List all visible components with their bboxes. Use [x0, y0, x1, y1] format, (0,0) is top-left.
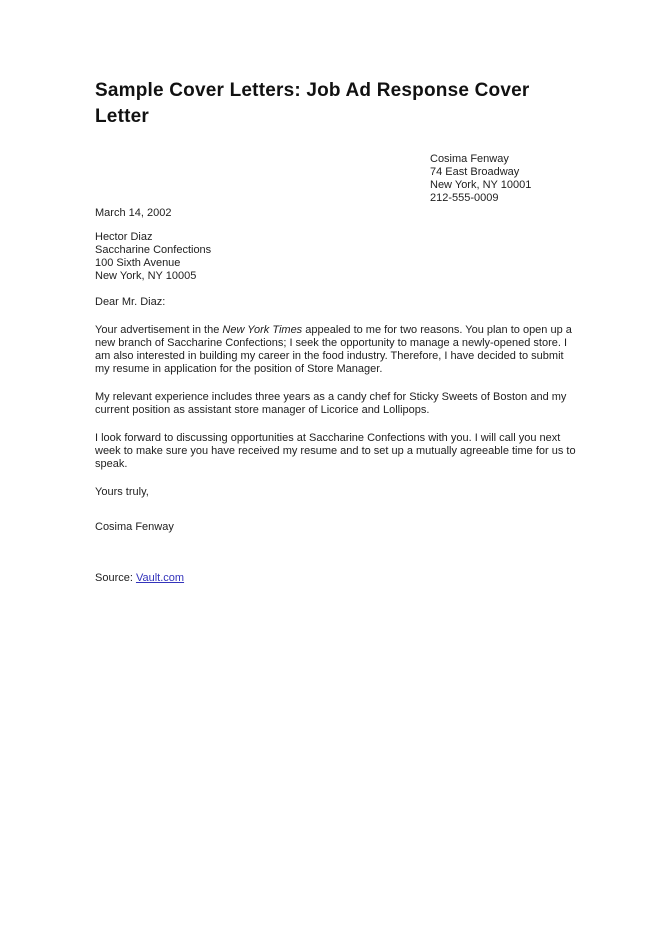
paragraph-1-text-start: Your advertisement in the	[95, 324, 223, 336]
salutation: Dear Mr. Diaz:	[95, 296, 166, 308]
recipient-address-block	[95, 231, 577, 283]
source-label: Source:	[95, 572, 136, 584]
sender-address-line2: New York, NY 10001	[430, 179, 532, 191]
source-link[interactable]: Vault.com	[135, 572, 185, 584]
recipient-company: Saccharine Confections	[95, 244, 212, 256]
sender-address-line1: 74 East Broadway	[430, 166, 520, 178]
sender-address-block	[430, 153, 577, 205]
letter-date: March 14, 2002	[95, 207, 172, 219]
sender-phone: 212-555-0009	[430, 192, 499, 204]
letter-content	[95, 0, 577, 585]
body-paragraph-3: I look forward to discussing opportunities at Saccharine Confections with you. I will call you next week to make sure you have received my resume and to set up a mutually agreeable time for us to speak.	[95, 432, 576, 470]
body-paragraph-2: My relevant experience includes three years as a candy chef for Sticky Sweets of Boston and my current position as assistant store manager of Licorice and Lollipops.	[95, 391, 567, 416]
recipient-name: Hector Diaz	[95, 231, 153, 243]
recipient-address-line1: 100 Sixth Avenue	[95, 257, 181, 269]
source-line	[95, 572, 577, 585]
page-title: Sample Cover Letters: Job Ad Response Cover Letter	[95, 80, 530, 127]
recipient-address-line2: New York, NY 10005	[95, 270, 197, 282]
closing: Yours truly,	[95, 486, 149, 498]
sender-name: Cosima Fenway	[430, 153, 509, 165]
paragraph-1-text-end: appealed to me for two reasons. You plan to open up a new branch of Saccharine Confections; I seek the opportunity to manage a newly-opened store. I am also interested in building my career in the food industry. Therefore, I have decided to submit my resume in application for the position of Store Manager.	[95, 324, 572, 375]
signature-name: Cosima Fenway	[95, 521, 174, 533]
paragraph-1-italic-publication: New York Times	[222, 324, 303, 336]
body-paragraph-1	[95, 324, 577, 376]
